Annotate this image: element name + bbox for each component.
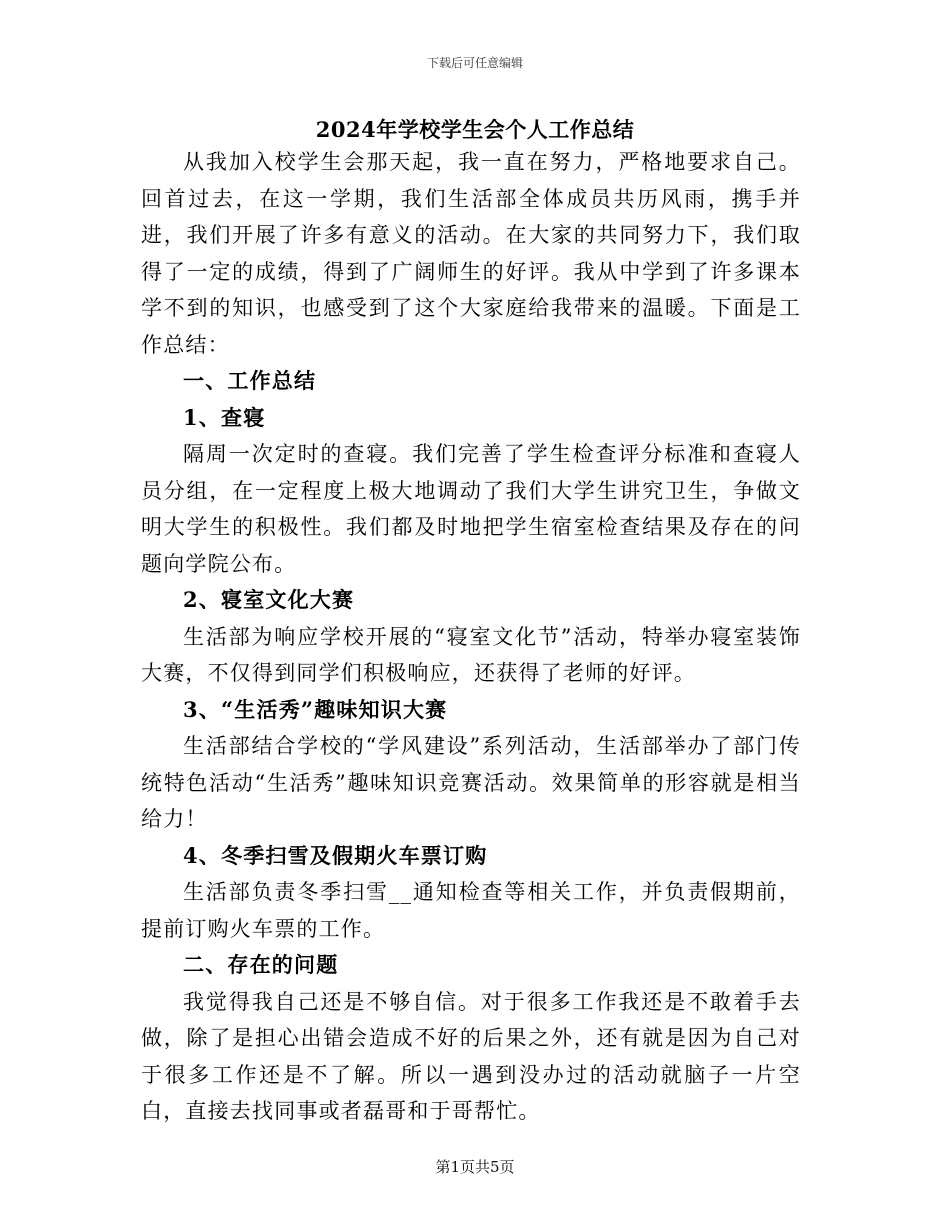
document-body	[141, 144, 801, 1130]
problems-paragraph: 我觉得我自己还是不够自信。对于很多工作我还是不敢着手去做，除了是担心出错会造成不好的后果之外，还有就是因为自己对于很多工作还是不了解。所以一遇到没办过的活动就脑子一片空白，直接去找同事或者磊哥和于哥帮忙。	[141, 989, 801, 1123]
section-heading-problems: 二、存在的问题	[183, 952, 339, 977]
document-title: 2024年学校学生会个人工作总结	[315, 117, 635, 142]
subheading-snow-and-tickets: 4、冬季扫雪及假期火车票订购	[183, 842, 488, 868]
header-note: 下载后可任意编辑	[426, 56, 523, 70]
page-indicator: 第1页共5页	[435, 1158, 515, 1176]
subheading-dorm-check: 1、查寝	[183, 404, 266, 430]
intro-paragraph: 从我加入校学生会那天起，我一直在努力，严格地要求自己。回首过去，在这一学期，我们生活部全体成员共历风雨，携手并进，我们开展了许多有意义的活动。在大家的共同努力下，我们取得了一定的成绩，得到了广阔师生的好评。我从中学到了许多课本学不到的知识，也感受到了这个大家庭给我带来的温暖。下面是工作总结：	[141, 150, 801, 357]
dorm-check-paragraph: 隔周一次定时的查寝。我们完善了学生检查评分标准和查寝人员分组，在一定程度上极大地调动了我们大学生讲究卫生，争做文明大学生的积极性。我们都及时地把学生宿室检查结果及存在的问题向学院公布。	[141, 442, 801, 576]
subheading-life-show-quiz: 3、“生活秀”趣味知识大赛	[183, 696, 448, 722]
snow-tickets-paragraph: 生活部负责冬季扫雪__通知检查等相关工作，并负责假期前，提前订购火车票的工作。	[141, 880, 801, 941]
subheading-dorm-culture-contest: 2、寝室文化大赛	[183, 587, 355, 612]
dorm-culture-paragraph: 生活部为响应学校开展的“寝室文化节”活动，特举办寝室装饰大赛，不仅得到同学们积极响应，还获得了老师的好评。	[141, 624, 801, 685]
life-show-paragraph: 生活部结合学校的“学风建设”系列活动，生活部举办了部门传统特色活动“生活秀”趣味知识竞赛活动。效果简单的形容就是相当给力！	[141, 734, 801, 831]
section-heading-work-summary: 一、工作总结	[183, 368, 317, 393]
